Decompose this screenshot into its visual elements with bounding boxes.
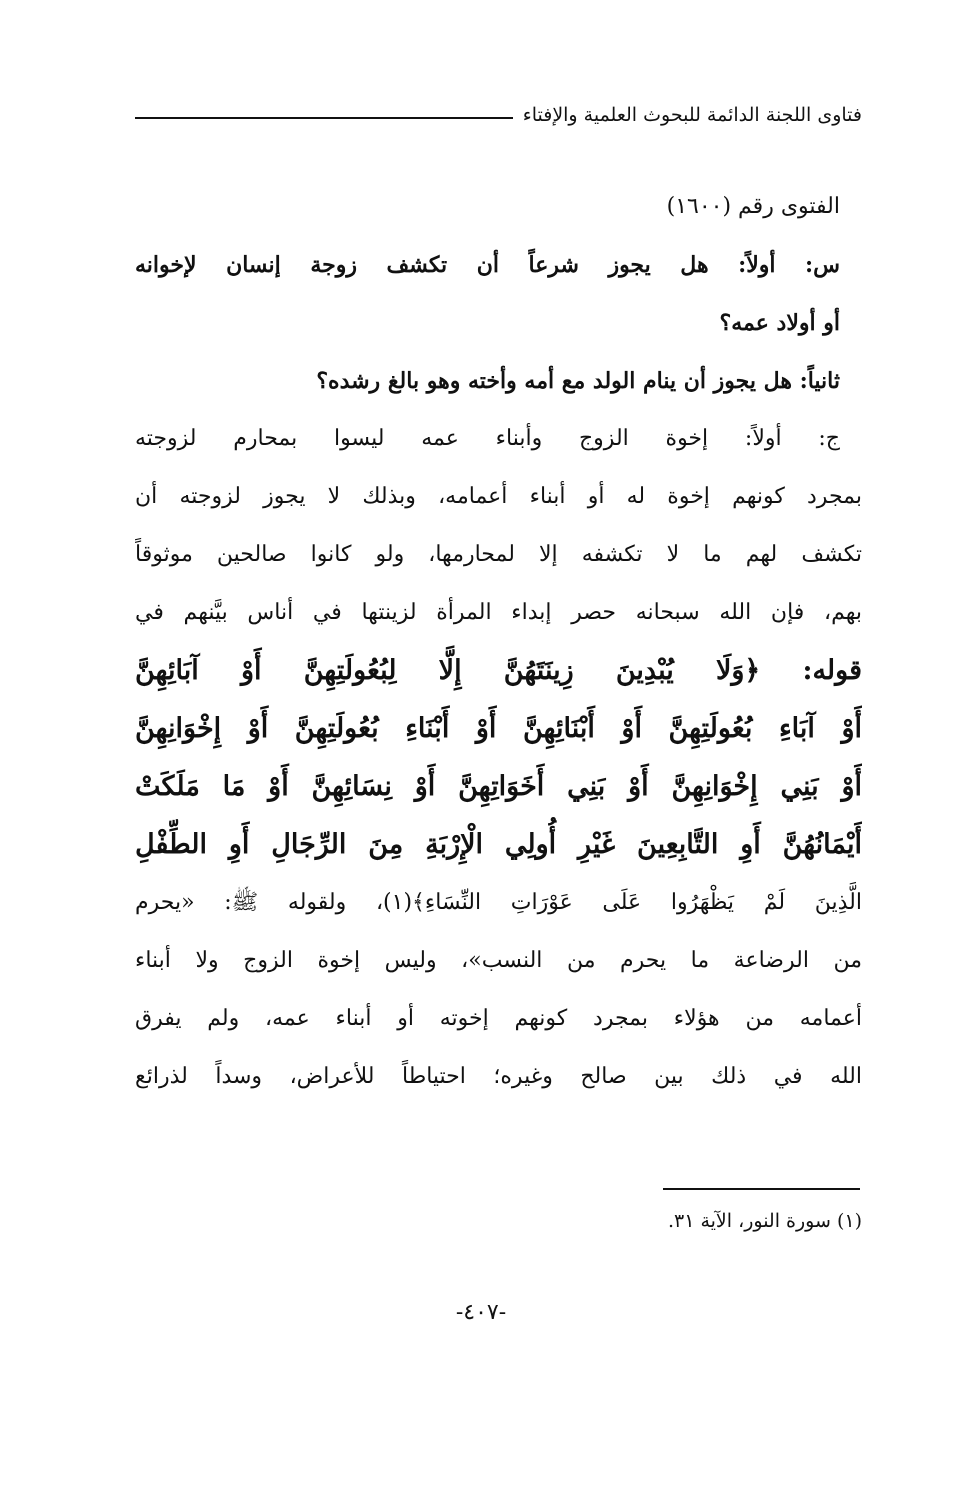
running-header [135,104,862,126]
answer-line: تكشف لهم ما لا تكشفه إلا لمحارمها، ولو كانوا صالحين موثوقاً [135,542,862,567]
body-text [135,178,862,1106]
question-line: ثانياً: هل يجوز أن ينام الولد مع أمه وأخته وهو بالغ رشده؟ [316,368,840,394]
answer-line: الَّذِينَ لَمْ يَظْهَرُوا عَلَى عَوْرَاتِ النِّسَاءِ﴾(١)، ولقوله ﷺ: «يحرم [135,890,862,915]
answer-line: من الرضاعة ما يحرم من النسب»، وليس إخوة الزوج ولا أبناء [135,948,862,973]
fatwa-heading: الفتوى رقم (١٦٠٠) [666,194,840,219]
header-title: فتاوى اللجنة الدائمة للبحوث العلمية والإفتاء [522,104,862,126]
quran-verse-line: أَوْ آبَاءِ بُعُولَتِهِنَّ أَوْ أَبْنَائِهِنَّ أَوْ أَبْنَاءِ بُعُولَتِهِنَّ أَوْ إِخْوَانِهِنَّ [135,713,862,744]
header-rule [135,117,513,119]
answer-line: بمجرد كونهم إخوة له أو أبناء أعمامه، وبذلك لا يجوز لزوجته أن [135,484,862,509]
answer-line: بهم، فإن الله سبحانه حصر إبداء المرأة لزينتها في أناس بيَّنهم في [135,600,862,625]
answer-line: الله في ذلك بين صالح وغيره؛ احتياطاً للأعراض، وسداً لذرائع [135,1064,862,1089]
footnote: (١) سورة النور، الآية ٣١. [667,1210,862,1232]
footnote-rule [663,1188,860,1190]
quran-verse-line: أَيْمَانُهُنَّ أَوِ التَّابِعِينَ غَيْرِ أُولِي الْإِرْبَةِ مِنَ الرِّجَالِ أَوِ الطِّفْلِ [135,829,862,860]
quran-verse-line: أَوْ بَنِي إِخْوَانِهِنَّ أَوْ بَنِي أَخَوَاتِهِنَّ أَوْ نِسَائِهِنَّ أَوْ مَا مَلَكَتْ [135,771,862,802]
quran-verse-line: قوله: ﴿وَلَا يُبْدِينَ زِينَتَهُنَّ إِلَّا لِبُعُولَتِهِنَّ أَوْ آبَائِهِنَّ [135,655,862,686]
page-number: -٤٠٧- [455,1300,507,1325]
question-line: س: أولاً: هل يجوز شرعاً أن تكشف زوجة إنسان لإخوانه [135,252,840,278]
answer-line: أعمامه من هؤلاء بمجرد كونهم إخوته أو أبناء عمه، ولم يفرق [135,1006,862,1031]
answer-line: ج: أولاً: إخوة الزوج وأبناء عمه ليسوا بمحارم لزوجته [135,426,840,451]
question-line: أو أولاد عمه؟ [719,310,840,336]
